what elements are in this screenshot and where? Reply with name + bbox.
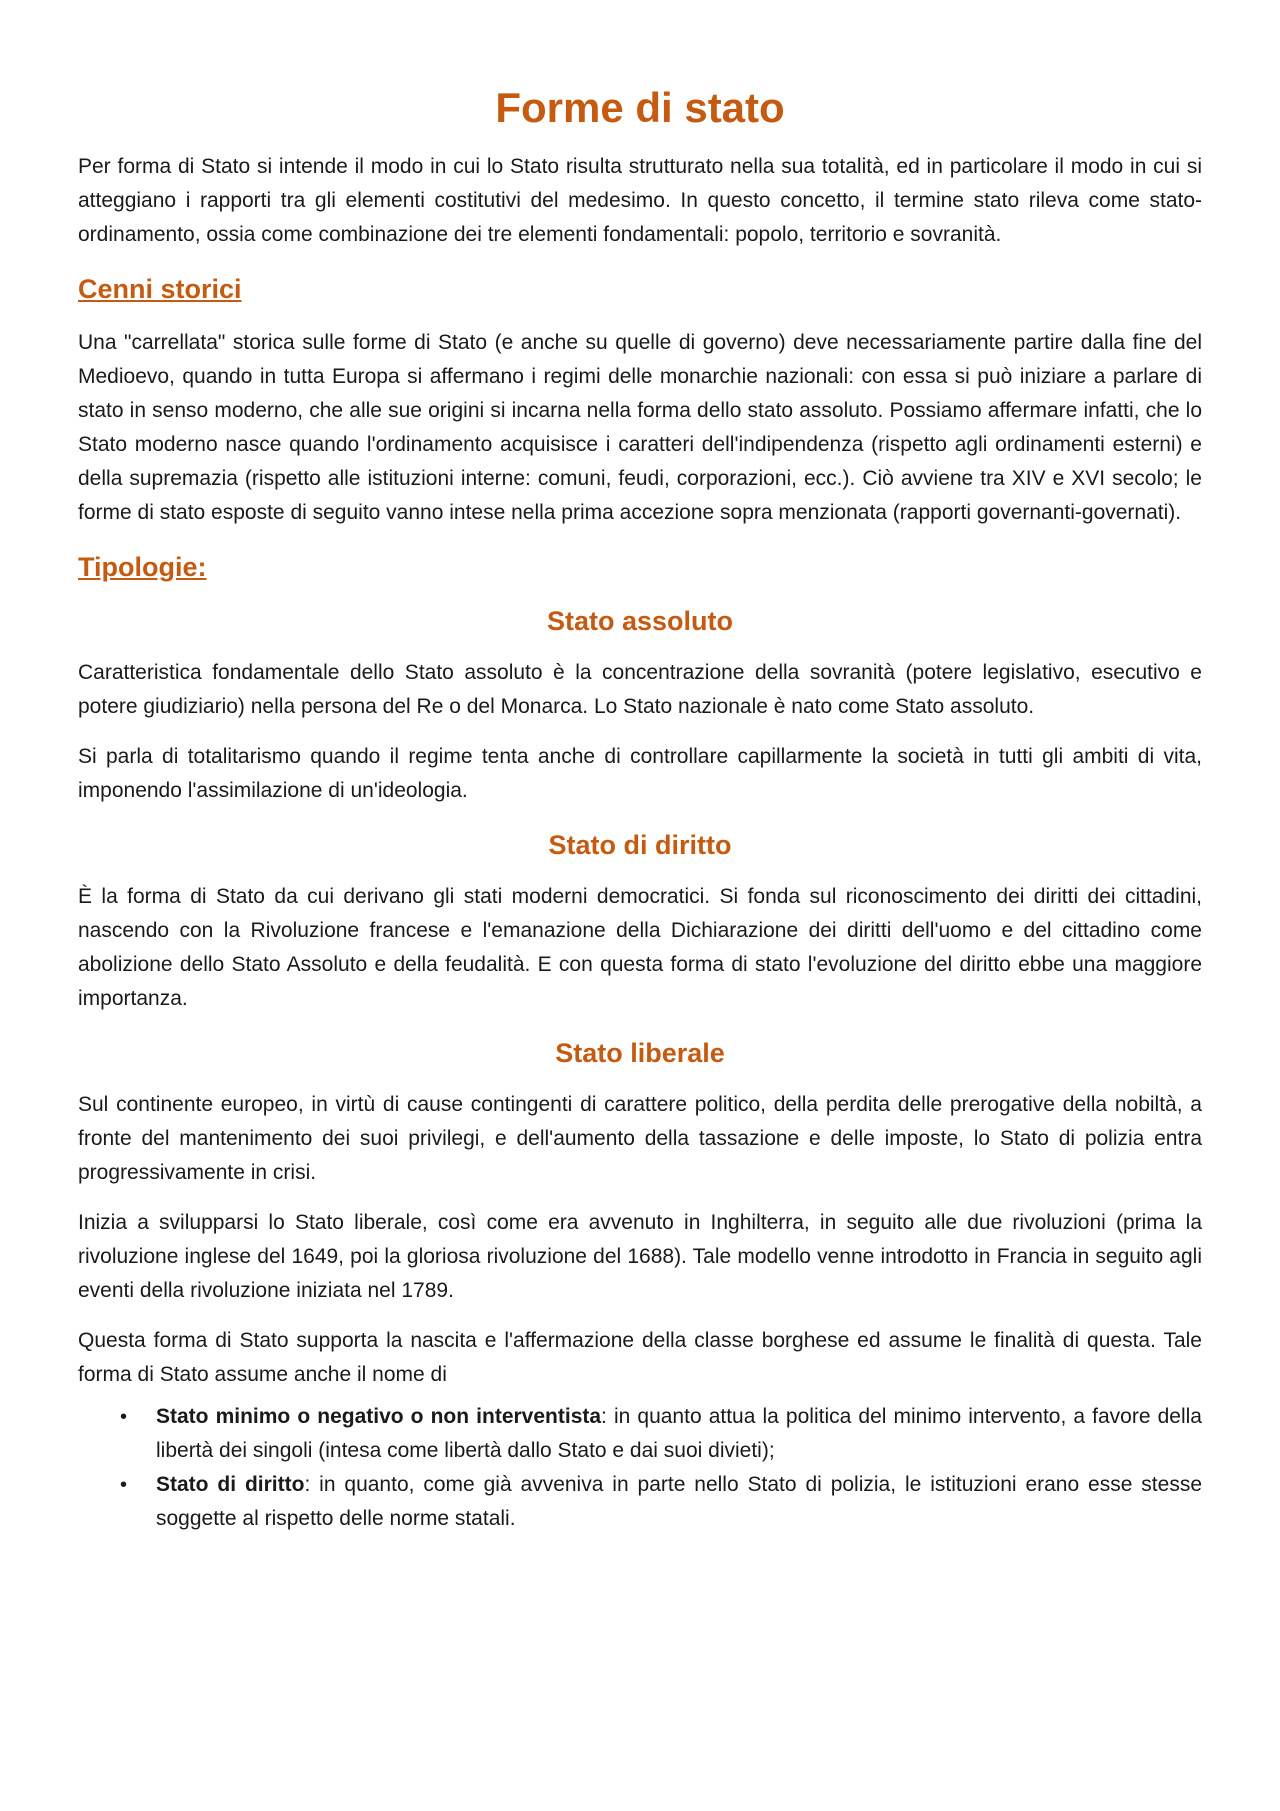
subheading-stato-di-diritto: Stato di diritto (548, 830, 732, 860)
stato-assoluto-paragraph-2: Si parla di totalitarismo quando il regime tenta anche di controllare capillarmente la società in tutti gli ambiti di vita, imponendo l'assimilazione di un'ideologia. (78, 745, 1202, 802)
subheading-stato-liberale: Stato liberale (555, 1038, 725, 1068)
stato-liberale-paragraph-3: Questa forma di Stato supporta la nascita e l'affermazione della classe borghese ed assume le finalità di questa. Tale forma di Stato assume anche il nome di (78, 1329, 1202, 1386)
stato-di-diritto-paragraph: È la forma di Stato da cui derivano gli stati moderni democratici. Si fonda sul riconoscimento dei diritti dei cittadini, nascendo con la Rivoluzione francese e l'emanazione della Dichiarazione dei diritti dell'uomo e del cittadino come abolizione dello Stato Assoluto e della feudalità. E con questa forma di stato l'evoluzione del diritto ebbe una maggiore importanza. (78, 885, 1202, 1010)
document-page (78, 78, 1202, 1536)
list-item-text: : in quanto, come già avveniva in parte nello Stato di polizia, le istituzioni erano esse stesse soggette al rispetto delle norme statali. (156, 1473, 1202, 1530)
list-item (78, 1468, 1202, 1536)
bullet-icon: • (120, 1474, 128, 1496)
list-item-bold-term: Stato minimo o negativo o non interventista (156, 1405, 602, 1428)
document-title: Forme di stato (495, 84, 785, 131)
bullet-icon: • (120, 1406, 128, 1428)
stato-liberale-paragraph-1: Sul continente europeo, in virtù di cause contingenti di carattere politico, della perdita delle prerogative della nobiltà, a fronte del mantenimento dei suoi privilegi, e dell'aumento della tassazione e delle imposte, lo Stato di polizia entra progressivamente in crisi. (78, 1093, 1202, 1184)
section-heading-cenni-storici: Cenni storici (78, 274, 242, 304)
list-item-bold-term: Stato di diritto (156, 1473, 305, 1496)
list-item (78, 1400, 1202, 1468)
list-item-text: : in quanto attua la politica del minimo intervento, a favore della libertà dei singoli (intesa come libertà dallo Stato e dai suoi divieti); (156, 1405, 1202, 1462)
section-heading-tipologie: Tipologie: (78, 552, 207, 582)
subheading-stato-assoluto: Stato assoluto (546, 606, 734, 636)
stato-assoluto-paragraph-1: Caratteristica fondamentale dello Stato assoluto è la concentrazione della sovranità (potere legislativo, esecutivo e potere giudiziario) nella persona del Re o del Monarca. Lo Stato nazionale è nato come Stato assoluto. (78, 661, 1202, 718)
stato-liberale-bullet-list (78, 1400, 1202, 1536)
cenni-storici-paragraph: Una "carrellata" storica sulle forme di Stato (e anche su quelle di governo) deve necessariamente partire dalla fine del Medioevo, quando in tutta Europa si affermano i regimi delle monarchie nazionali: con essa si può iniziare a parlare di stato in senso moderno, che alle sue origini si incarna nella forma dello stato assoluto. Possiamo affermare infatti, che lo Stato moderno nasce quando l'ordinamento acquisisce i caratteri dell'indipendenza (rispetto agli ordinamenti esterni) e della supremazia (rispetto alle istituzioni interne: comuni, feudi, corporazioni, ecc.). Ciò avviene tra XIV e XVI secolo; le forme di stato esposte di seguito vanno intese nella prima accezione sopra menzionata (rapporti governanti-governati). (78, 331, 1202, 524)
stato-liberale-paragraph-2: Inizia a svilupparsi lo Stato liberale, così come era avvenuto in Inghilterra, in seguito alle due rivoluzioni (prima la rivoluzione inglese del 1649, poi la gloriosa rivoluzione del 1688). Tale modello venne introdotto in Francia in seguito agli eventi della rivoluzione iniziata nel 1789. (78, 1211, 1202, 1302)
intro-paragraph: Per forma di Stato si intende il modo in cui lo Stato risulta strutturato nella sua totalità, ed in particolare il modo in cui si atteggiano i rapporti tra gli elementi costitutivi del medesimo. In questo concetto, il termine stato rileva come stato-ordinamento, ossia come combinazione dei tre elementi fondamentali: popolo, territorio e sovranità. (78, 155, 1202, 246)
